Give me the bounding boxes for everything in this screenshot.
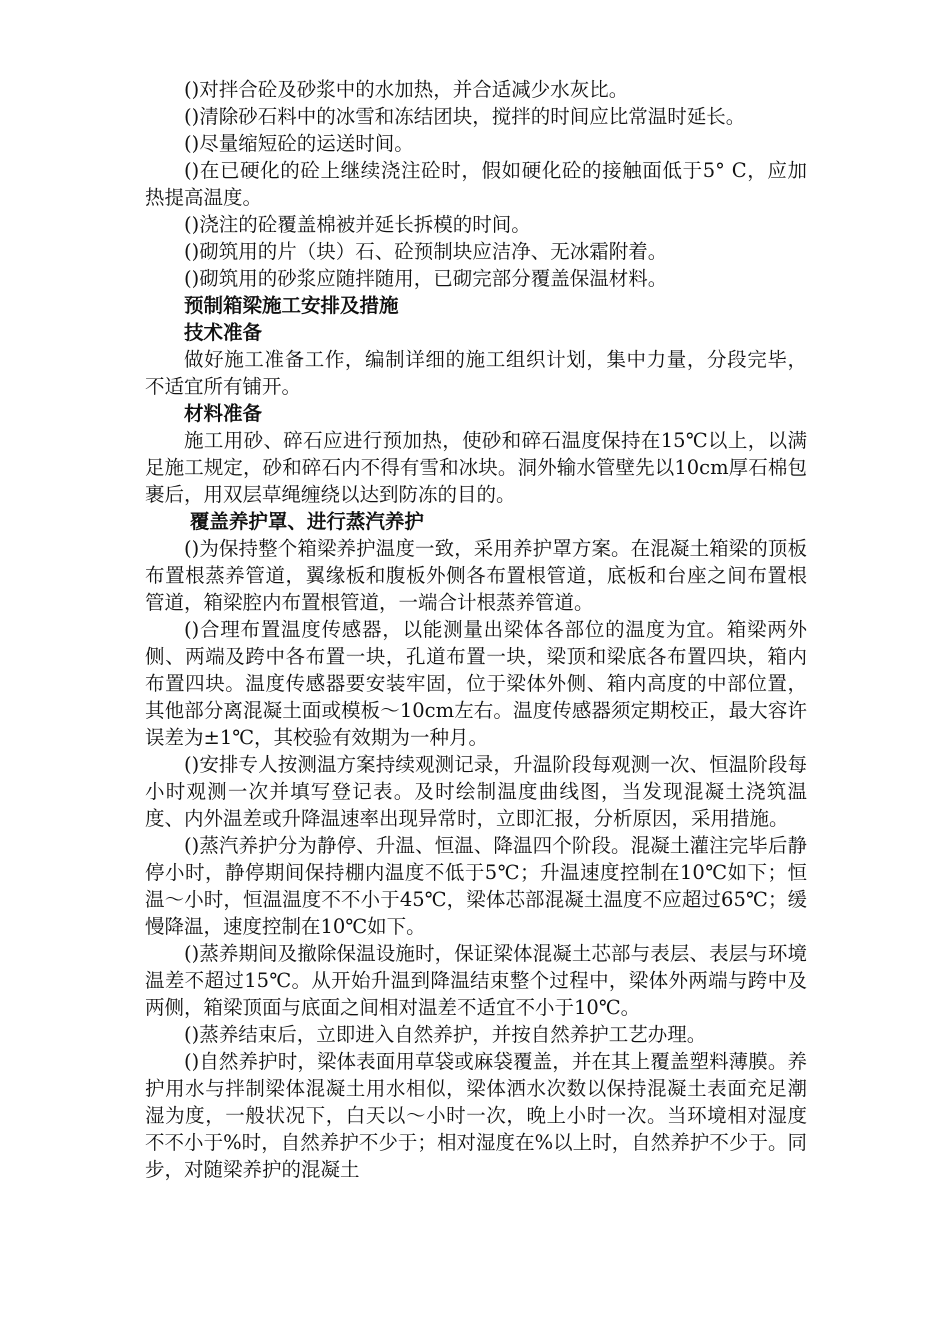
paragraph: ()蒸养期间及撤除保温设施时，保证梁体混凝土芯部与表层、表层与环境温差不超过15℃。从开始升温到降温结束整个过程中，梁体外两端与跨中及两侧，箱梁顶面与底面之间相对温差不适宜不小于10℃。 <box>145 942 807 1019</box>
paragraph: ()清除砂石料中的冰雪和冻结团块，搅拌的时间应比常温时延长。 <box>184 105 746 128</box>
paragraph: ()自然养护时，梁体表面用草袋或麻袋覆盖，并在其上覆盖塑料薄膜。养护用水与拌制梁体混凝土用水相似，梁体洒水次数以保持混凝土表面充足潮湿为度，一般状况下，白天以～小时一次，晚上小时一次。当环境相对湿度不不小于%时，自然养护不少于；相对湿度在%以上时，自然养护不少于。同步，对随梁养护的混凝土 <box>145 1050 807 1181</box>
paragraph: 做好施工准备工作，编制详细的施工组织计划，集中力量，分段完毕，不适宜所有铺开。 <box>145 348 807 398</box>
document-page <box>145 76 807 1183</box>
paragraph: ()安排专人按测温方案持续观测记录，升温阶段每观测一次、恒温阶段每小时观测一次并填写登记表。及时绘制温度曲线图，当发现混凝土浇筑温度、内外温差或升降温速率出现异常时，立即汇报，分析原因，采用措施。 <box>145 753 807 830</box>
paragraph: ()浇注的砼覆盖棉被并延长拆模的时间。 <box>184 213 531 236</box>
paragraph: ()砌筑用的砂浆应随拌随用，已砌完部分覆盖保温材料。 <box>184 267 668 290</box>
paragraph: ()合理布置温度传感器，以能测量出梁体各部位的温度为宜。箱梁两外侧、两端及跨中各布置一块，孔道布置一块，梁顶和梁底各布置四块，箱内布置四块。温度传感器要安装牢固，位于梁体外侧、箱内高度的中部位置，其他部分离混凝土面或模板～10cm左右。温度传感器须定期校正，最大容许误差为±1℃，其校验有效期为一种月。 <box>145 618 807 749</box>
paragraph: ()蒸养结束后，立即进入自然养护，并按自然养护工艺办理。 <box>184 1023 707 1046</box>
section-heading: 预制箱梁施工安排及措施 <box>184 294 399 317</box>
paragraph: ()砌筑用的片（块）石、砼预制块应洁净、无冰霜附着。 <box>184 240 668 263</box>
paragraph: ()对拌合砼及砂浆中的水加热，并合适减少水灰比。 <box>184 78 629 101</box>
paragraph: 施工用砂、碎石应进行预加热，使砂和碎石温度保持在15℃以上，以满足施工规定，砂和碎石内不得有雪和冰块。洞外输水管壁先以10cm厚石棉包裹后，用双层草绳缠绕以达到防冻的目的。 <box>145 429 807 506</box>
subsection-heading: 材料准备 <box>184 402 263 425</box>
paragraph: ()为保持整个箱梁养护温度一致，采用养护罩方案。在混凝土箱梁的顶板布置根蒸养管道，翼缘板和腹板外侧各布置根管道，底板和台座之间布置根管道，箱梁腔内布置根管道，一端合计根蒸养管道。 <box>145 537 807 614</box>
paragraph: ()在已硬化的砼上继续浇注砼时，假如硬化砼的接触面低于5° C，应加热提高温度。 <box>145 159 807 209</box>
subsection-heading: 覆盖养护罩、进行蒸汽养护 <box>189 510 424 533</box>
paragraph: ()蒸汽养护分为静停、升温、恒温、降温四个阶段。混凝土灌注完毕后静停小时，静停期间保持棚内温度不低于5℃；升温速度控制在10℃如下；恒温～小时，恒温温度不不小于45℃，梁体芯部混凝土温度不应超过65℃；缓慢降温，速度控制在10℃如下。 <box>145 834 807 938</box>
subsection-heading: 技术准备 <box>184 321 263 344</box>
paragraph: ()尽量缩短砼的运送时间。 <box>184 132 414 155</box>
